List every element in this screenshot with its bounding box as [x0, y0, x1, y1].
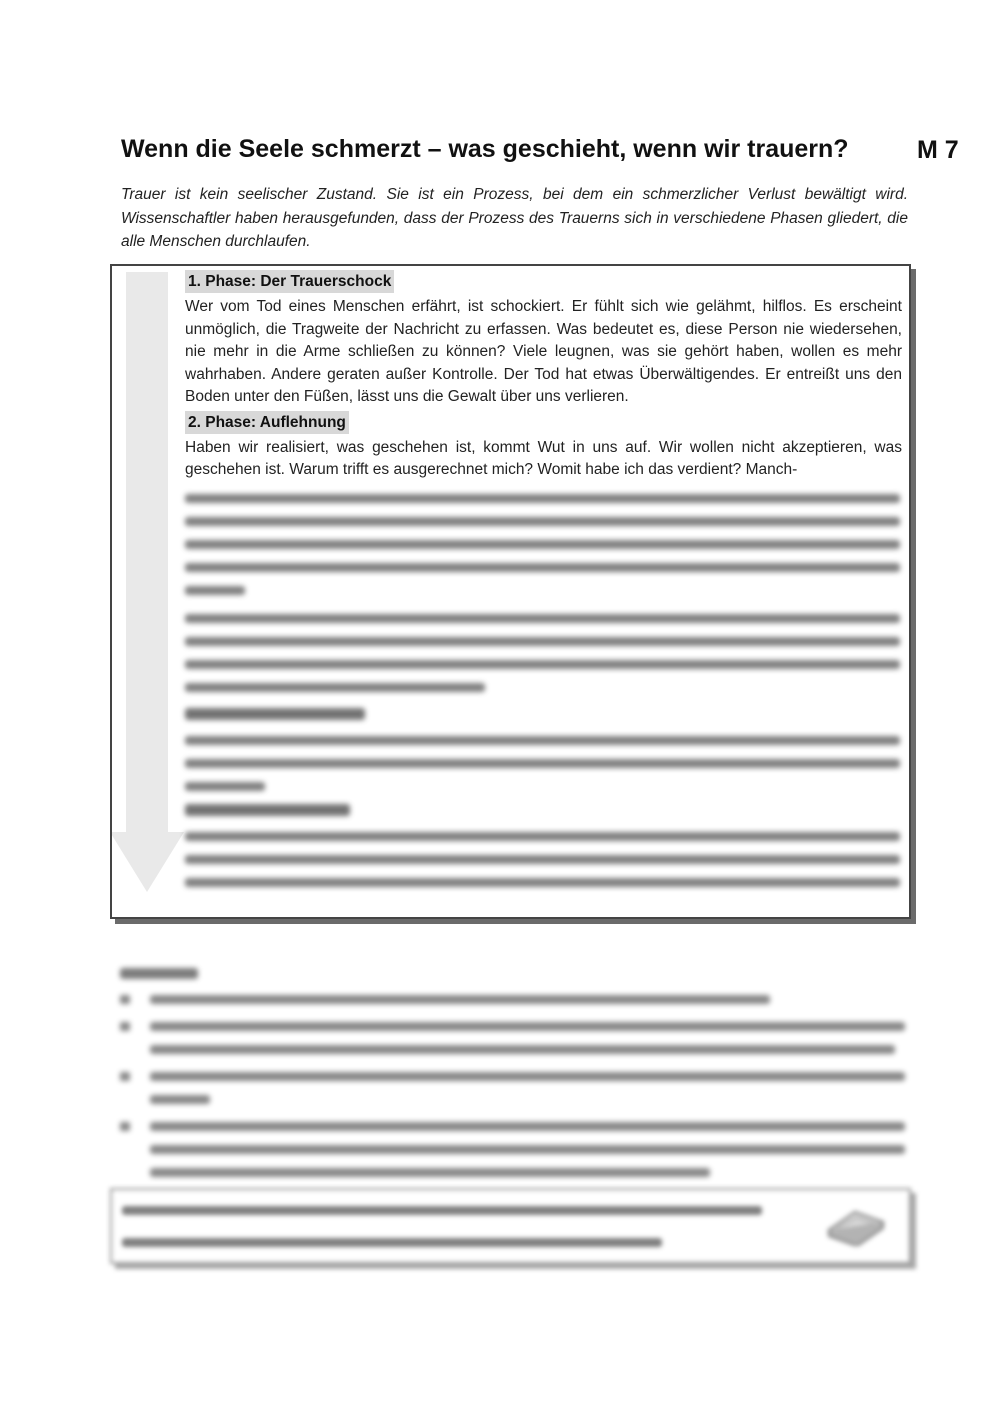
phase-text: Haben wir realisiert, was geschehen ist, kommt Wut in uns auf. Wir wollen nicht akzeptieren, was geschehen ist. Warum trifft es ausgerechnet mich? Womit habe ich das verdient? Manch- [185, 438, 902, 478]
material-code: M 7 [917, 136, 959, 164]
bible-icon [825, 1200, 887, 1246]
blurred-tasks [118, 960, 908, 1180]
phase-heading: 2. Phase: Auflehnung [185, 411, 349, 434]
bible-references-box [110, 1188, 911, 1264]
phases-content [185, 270, 902, 909]
page-title: Wenn die Seele schmerzt – was geschieht, wenn wir trauern? [121, 135, 849, 163]
arrow-shaft [126, 272, 168, 832]
phase-2 [185, 411, 902, 482]
blurred-references [122, 1196, 802, 1256]
phases-box [110, 264, 911, 919]
intro-paragraph: Trauer ist kein seelischer Zustand. Sie ist ein Prozess, bei dem ein schmerzlicher Verlust bewältigt wird. Wissenschaftler haben herausgefunden, dass der Prozess des Trauerns sich in verschiedene Phasen gliedert, die alle Menschen durchlaufen. [121, 186, 908, 250]
blurred-text-lines [185, 484, 902, 904]
blurred-preview-region [185, 484, 902, 909]
arrow-down-icon [110, 832, 184, 892]
tasks-section [118, 960, 908, 1185]
phase-text: Wer vom Tod eines Menschen erfährt, ist schockiert. Er fühlt sich wie gelähmt, hilflos. Es erscheint unmöglich, die Tragweite der Nachricht zu erfassen. Was bedeutet es, diese Person nie wiedersehen, nie mehr in die Arme schließen zu können? Viele leugnen, was sie gehört haben, wollen es mehr wahrhaben. Andere geraten außer Kontrolle. Der Tod hat etwas Überwältigendes. Er entreißt uns den Boden unter den Füßen, lässt uns die Gewalt über uns verlieren. [185, 298, 902, 405]
phase-heading: 1. Phase: Der Trauerschock [185, 270, 394, 293]
phase-1 [185, 270, 902, 409]
